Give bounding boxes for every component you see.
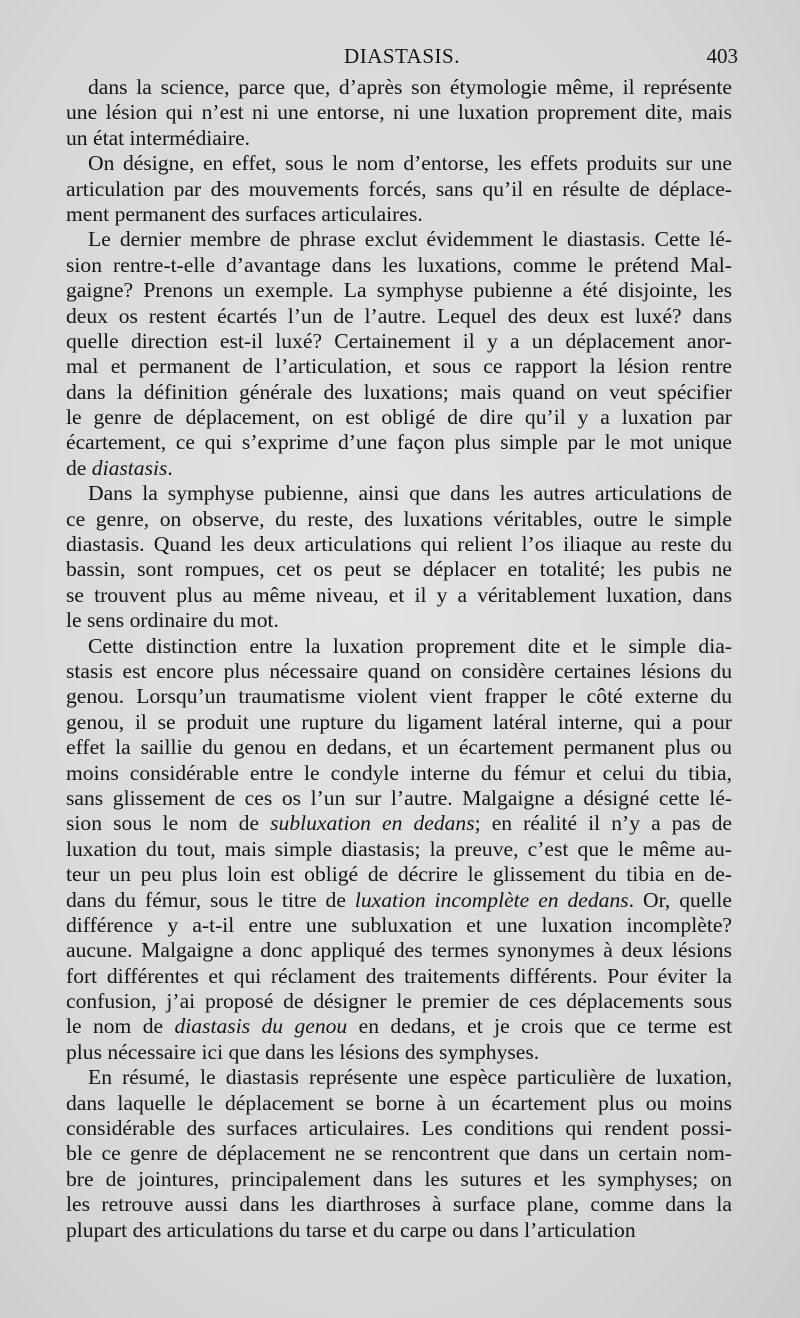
running-title: DIASTASIS. [344,44,460,68]
text-line: luxation du tout, mais simple diastasis; la preuve, c’est que le même au- [66,836,732,861]
text-line: fort différentes et qui réclament des traitements différents. Pour éviter la [66,963,732,988]
text-line: se trouvent plus au même niveau, et il y a véritablement luxation, dans [66,582,732,607]
text-line: Le dernier membre de phrase exclut évidemment le diastasis. Cette lé- [88,227,732,252]
text-line: ble ce genre de déplacement ne se rencontrent que dans un certain nom- [66,1141,732,1166]
body-text [66,75,732,1243]
page-number: 403 [706,44,738,68]
text-line: dans laquelle le déplacement se borne à un écartement plus ou moins [66,1090,732,1115]
text-line: une lésion qui n’est ni une entorse, ni une luxation proprement dite, mais [66,100,732,125]
text-line: sion rentre-t-elle d’avantage dans les luxations, comme le prétend Mal- [66,252,732,277]
text-line: teur un peu plus loin est obligé de décrire le glissement du tibia en de- [66,862,732,887]
text-line: En résumé, le diastasis représente une espèce particulière de luxation, [88,1065,732,1090]
text-line: moins considérable entre le condyle interne du fémur et celui du tibia, [66,760,732,785]
text-line: plus nécessaire ici que dans les lésions des symphyses. [66,1039,540,1064]
text-line: écartement, ce qui s’exprime d’une façon plus simple par le mot unique [66,430,732,455]
text-line: dans la définition générale des luxations; mais quand on veut spécifier [66,379,732,404]
running-header [66,40,738,72]
text-line: ce genre, on observe, du reste, des luxations véritables, outre le simple [66,506,732,531]
text-line: stasis est encore plus nécessaire quand on considère certaines lésions du [66,658,732,683]
paragraph [66,634,732,1066]
text-line: Dans la symphyse pubienne, ainsi que dans les autres articulations de [88,481,732,506]
text-line: le sens ordinaire du mot. [66,608,279,633]
text-line: le nom de diastasis du genou en dedans, et je crois que ce terme est [66,1014,733,1039]
text-line: bassin, sont rompues, cet os peut se déplacer en totalité; les pubis ne [66,557,732,582]
paragraph [66,481,732,633]
text-line: plupart des articulations du tarse et du carpe ou dans l’articulation [66,1217,636,1242]
paragraph [66,1065,732,1243]
text-line: les retrouve aussi dans les diarthroses à surface plane, comme dans la [66,1192,732,1217]
text-line: mal et permanent de l’articulation, et sous ce rapport la lésion rentre [66,354,732,379]
text-line: genou, il se produit une rupture du ligament latéral interne, qui a pour [66,709,732,734]
text-line: diastasis. Quand les deux articulations qui relient l’os iliaque au reste du [66,532,732,557]
text-line: articulation par des mouvements forcés, sans qu’il en résulte de déplace- [66,176,732,201]
text-line: Cette distinction entre la luxation proprement dite et le simple dia- [88,633,732,658]
text-line: confusion, j’ai proposé de désigner le premier de ces déplacements sous [66,989,732,1014]
text-line: différence y a-t-il entre une subluxation et une luxation incomplète? [66,912,732,937]
text-line: genou. Lorsqu’un traumatisme violent vient frapper le côté externe du [66,684,732,709]
text-line: un état intermédiaire. [66,125,251,150]
text-line: sion sous le nom de subluxation en dedans; en réalité il n’y a pas de [66,811,733,836]
paragraph [66,75,732,151]
paragraph [66,151,732,227]
text-line: aucune. Malgaigne a donc appliqué des termes synonymes à deux lésions [66,938,732,963]
text-line: gaigne? Prenons un exemple. La symphyse pubienne a été disjointe, les [66,278,732,303]
text-line: sans glissement de ces os l’un sur l’autre. Malgaigne a désigné cette lé- [66,785,732,810]
text-line: dans du fémur, sous le titre de luxation incomplète en dedans. Or, quelle [66,887,732,912]
paragraph [66,227,732,481]
text-line: de diastasis. [66,455,173,480]
text-line: le genre de déplacement, on est obligé de dire qu’il y a luxation par [66,405,732,430]
text-line: deux os restent écartés l’un de l’autre. Lequel des deux est luxé? dans [66,303,732,328]
text-line: dans la science, parce que, d’après son étymologie même, il représente [88,75,732,99]
text-line: bre de jointures, principalement dans les sutures et les symphyses; on [66,1166,732,1191]
text-line: considérable des surfaces articulaires. Les conditions qui rendent possi- [66,1116,732,1141]
text-line: effet la saillie du genou en dedans, et un écartement permanent plus ou [66,735,732,760]
text-line: ment permanent des surfaces articulaires. [66,201,423,226]
text-line: On désigne, en effet, sous le nom d’entorse, les effets produits sur une [88,151,732,176]
text-line: quelle direction est-il luxé? Certainement il y a un déplacement anor- [66,328,732,353]
